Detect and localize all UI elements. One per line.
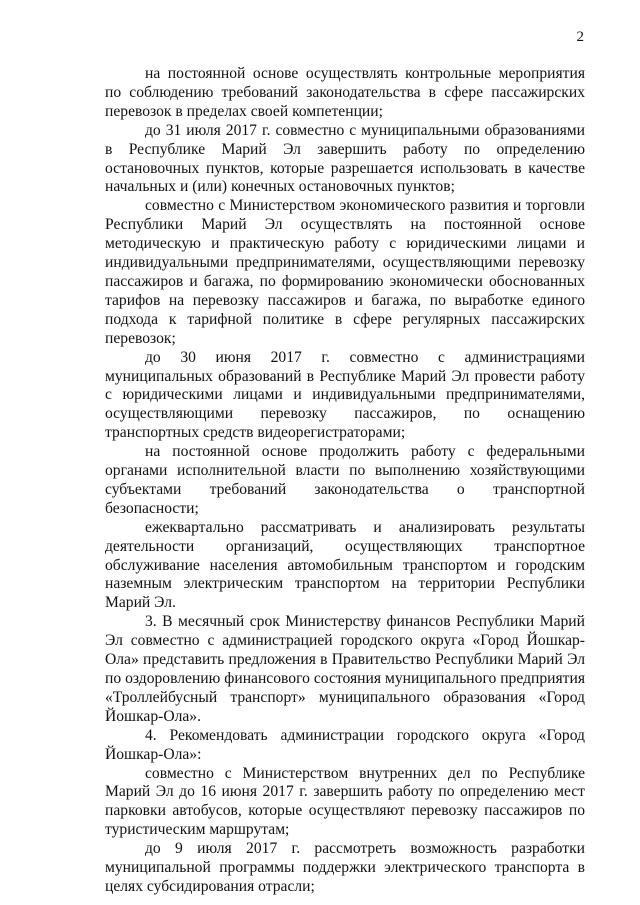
page-number: 2: [576, 29, 584, 45]
paragraph-quarterly-review: ежеквартально рассматривать и анализировать результаты деятельности организаций, осуществляющих транспортное обслуживание населения автомобильным транспортом и городским наземным электрическим транспортом на территории Республики Марий Эл.: [105, 518, 585, 612]
paragraph-stopping-points: до 31 июля 2017 г. совместно с муниципальными образованиями в Республике Марий Эл завершить работу по определению остановочных пунктов, которые разрешается использовать в качестве начальных и (или) конечных остановочных пунктов;: [105, 121, 585, 196]
paragraph-electric-transport-program: до 9 июля 2017 г. рассмотреть возможность разработки муниципальной программы поддержки электрического транспорта в целях субсидирования отрасли;: [105, 840, 585, 895]
paragraph-video-recorders: до 30 июня 2017 г. совместно с администрациями муниципальных образований в Республике Марий Эл провести работу с юридическими лицами и индивидуальными предпринимателями, осуществляющими перевозку пассажиров, по оснащению транспортных средств видеорегистраторами;: [105, 348, 585, 442]
paragraph-item-3: 3. В месячный срок Министерству финансов Республики Марий Эл совместно с администрацией городского округа «Город Йошкар-Ола» представить предложения в Правительство Республики Марий Эл по оздоровлению финансового состояния муниципального предприятия «Троллейбусный транспорт» муниципального образования «Город Йошкар-Ола».: [105, 613, 585, 725]
paragraph-item-4: 4. Рекомендовать администрации городского округа «Город Йошкар-Ола»:: [105, 726, 585, 763]
paragraph-bus-parking: совместно с Министерством внутренних дел по Республике Марий Эл до 16 июня 2017 г. завершить работу по определению мест парковки автобусов, которые осуществляют перевозку пассажиров по туристическим маршрутам;: [105, 764, 585, 839]
paragraph-control-measures: на постоянной основе осуществлять контрольные мероприятия по соблюдению требований законодательства в сфере пассажирских перевозок в пределах своей компетенции;: [105, 65, 585, 120]
paragraph-transport-security: на постоянной основе продолжить работу с федеральными органами исполнительной власти по выполнению хозяйствующими субъектами требований законодательства о транспортной безопасности;: [105, 443, 585, 517]
paragraph-tariff-policy: совместно с Министерством экономического развития и торговли Республики Марий Эл осуществлять на постоянной основе методическую и практическую работу с юридическими лицами и индивидуальными предпринимателями, осуществляющими перевозку пассажиров и багажа, по формированию экономически обоснованных тарифов на перевозку пассажиров и багажа, по выработке единого подхода к тарифной политике в сфере регулярных пассажирских перевозок;: [105, 197, 585, 347]
document-body: [105, 65, 585, 897]
